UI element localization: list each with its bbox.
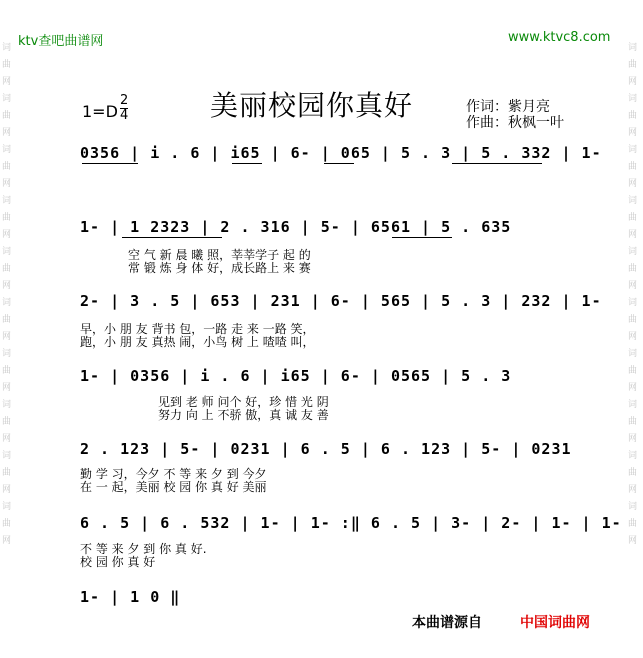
watermark-char: 网 bbox=[628, 128, 638, 138]
watermark-char: 网 bbox=[628, 230, 638, 240]
beam-underline bbox=[392, 237, 452, 238]
watermark-right bbox=[628, 40, 640, 550]
meter-bottom: 4 bbox=[120, 108, 129, 123]
notation-row-3: 2- | 3 . 5 | 653 | 231 | 6- | 565 | 5 . 3 | 232 | 1- bbox=[80, 292, 602, 310]
lyric-row-4a: 见到 老 师 问个 好，珍 惜 光 阴 bbox=[158, 395, 329, 409]
meter-top: 2 bbox=[120, 93, 129, 108]
notation-row-5: 2 . 123 | 5- | 0231 | 6 . 5 | 6 . 123 | 5- | 0231 bbox=[80, 440, 572, 458]
watermark-char: 曲 bbox=[2, 519, 12, 529]
watermark-char: 曲 bbox=[2, 366, 12, 376]
watermark-char: 网 bbox=[2, 77, 12, 87]
lyric-row-6b: 校 园 你 真 好 bbox=[80, 555, 156, 569]
watermark-char: 网 bbox=[628, 179, 638, 189]
watermark-char: 网 bbox=[628, 434, 638, 444]
key-signature: 1=D bbox=[82, 102, 118, 121]
watermark-char: 词 bbox=[2, 43, 12, 53]
watermark-char: 网 bbox=[628, 383, 638, 393]
watermark-char: 网 bbox=[628, 281, 638, 291]
beam-underline bbox=[452, 163, 542, 164]
watermark-char: 曲 bbox=[628, 213, 638, 223]
watermark-char: 词 bbox=[2, 94, 12, 104]
lyric-row-4b: 努力 向 上 不骄 傲，真 诚 友 善 bbox=[158, 408, 329, 422]
watermark-char: 曲 bbox=[628, 366, 638, 376]
notation-row-6: 6 . 5 | 6 . 532 | 1- | 1- :‖ 6 . 5 | 3- | 2- | 1- | 1- bbox=[80, 514, 622, 532]
beam-underline bbox=[232, 163, 262, 164]
watermark-left bbox=[2, 40, 14, 550]
song-title: 美丽校园你真好 bbox=[210, 89, 414, 122]
watermark-char: 词 bbox=[628, 43, 638, 53]
lyric-row-5a: 勤 学 习，今夕 不 等 来 夕 到 今夕 bbox=[80, 467, 267, 481]
lyric-row-2b: 常 锻 炼 身 体 好，成长路上 来 赛 bbox=[128, 261, 311, 275]
watermark-char: 词 bbox=[2, 298, 12, 308]
watermark-char: 词 bbox=[628, 298, 638, 308]
watermark-char: 网 bbox=[2, 434, 12, 444]
watermark-char: 网 bbox=[628, 77, 638, 87]
watermark-char: 曲 bbox=[2, 60, 12, 70]
watermark-char: 网 bbox=[2, 332, 12, 342]
watermark-char: 曲 bbox=[628, 111, 638, 121]
watermark-char: 曲 bbox=[628, 264, 638, 274]
lyric-row-5b: 在 一 起，美丽 校 园 你 真 好 美丽 bbox=[80, 480, 267, 494]
watermark-char: 曲 bbox=[628, 519, 638, 529]
watermark-char: 词 bbox=[2, 400, 12, 410]
notation-row-1: 0356 | i . 6 | i65 | 6- | 065 | 5 . 3 | 5 . 332 | 1- bbox=[80, 144, 602, 162]
watermark-char: 网 bbox=[2, 281, 12, 291]
watermark-char: 词 bbox=[628, 94, 638, 104]
watermark-char: 网 bbox=[628, 536, 638, 546]
watermark-char: 词 bbox=[2, 247, 12, 257]
composer: 作曲：秋枫一叶 bbox=[466, 115, 564, 131]
lyric-row-6a: 不 等 来 夕 到 你 真 好. bbox=[80, 542, 207, 556]
watermark-char: 词 bbox=[628, 502, 638, 512]
watermark-char: 曲 bbox=[628, 60, 638, 70]
watermark-char: 词 bbox=[628, 145, 638, 155]
watermark-char: 词 bbox=[628, 451, 638, 461]
watermark-char: 词 bbox=[628, 247, 638, 257]
watermark-char: 曲 bbox=[2, 111, 12, 121]
watermark-char: 曲 bbox=[2, 162, 12, 172]
watermark-char: 网 bbox=[628, 485, 638, 495]
watermark-char: 网 bbox=[2, 179, 12, 189]
watermark-char: 网 bbox=[2, 128, 12, 138]
watermark-char: 曲 bbox=[2, 468, 12, 478]
watermark-char: 词 bbox=[2, 196, 12, 206]
watermark-char: 网 bbox=[2, 383, 12, 393]
watermark-char: 曲 bbox=[628, 315, 638, 325]
watermark-char: 曲 bbox=[628, 162, 638, 172]
watermark-char: 词 bbox=[2, 502, 12, 512]
watermark-char: 曲 bbox=[628, 468, 638, 478]
lyric-row-3a: 早，小 朋 友 背书 包，一路 走 来 一路 笑， bbox=[80, 322, 315, 336]
watermark-char: 网 bbox=[628, 332, 638, 342]
watermark-char: 词 bbox=[2, 349, 12, 359]
watermark-char: 词 bbox=[628, 349, 638, 359]
watermark-char: 词 bbox=[2, 145, 12, 155]
watermark-char: 网 bbox=[2, 536, 12, 546]
watermark-char: 网 bbox=[2, 485, 12, 495]
watermark-char: 曲 bbox=[628, 417, 638, 427]
source-label: 本曲谱源自 bbox=[412, 615, 482, 631]
notation-row-7: 1- | 1 0 ‖ bbox=[80, 588, 181, 606]
lyric-row-3b: 跑，小 朋 友 真热 闹，小鸟 树 上 喳喳 叫， bbox=[80, 335, 315, 349]
beam-underline bbox=[324, 163, 354, 164]
time-signature bbox=[120, 94, 128, 123]
beam-underline bbox=[82, 163, 138, 164]
beam-underline bbox=[122, 237, 222, 238]
watermark-char: 曲 bbox=[2, 315, 12, 325]
lyric-row-2a: 空 气 新 晨 曦 照，莘莘学子 起 的 bbox=[128, 248, 311, 262]
watermark-char: 网 bbox=[2, 230, 12, 240]
watermark-char: 词 bbox=[2, 451, 12, 461]
notation-row-4: 1- | 0356 | i . 6 | i65 | 6- | 0565 | 5 . 3 bbox=[80, 367, 512, 385]
source-site[interactable]: 中国词曲网 bbox=[520, 615, 590, 631]
watermark-char: 曲 bbox=[2, 417, 12, 427]
site-name-left[interactable]: ktv查吧曲谱网 bbox=[18, 34, 104, 49]
lyricist: 作词：紫月亮 bbox=[466, 99, 550, 115]
notation-row-2: 1- | 1 2323 | 2 . 316 | 5- | 6561 | 5 . 635 bbox=[80, 218, 512, 236]
watermark-char: 曲 bbox=[2, 264, 12, 274]
watermark-char: 曲 bbox=[2, 213, 12, 223]
site-url-right[interactable]: www.ktvc8.com bbox=[508, 30, 611, 45]
watermark-char: 词 bbox=[628, 196, 638, 206]
watermark-char: 词 bbox=[628, 400, 638, 410]
